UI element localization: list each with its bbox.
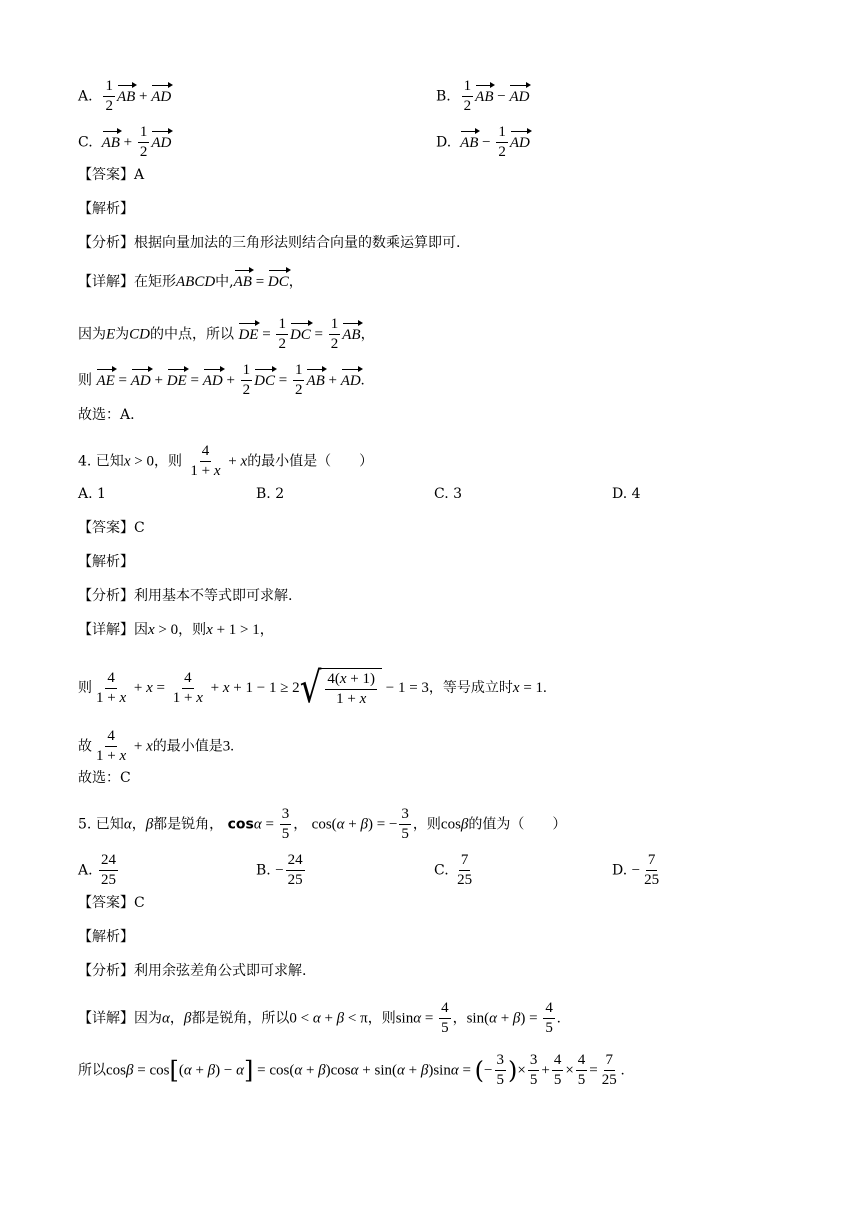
q3-option-c: C. AB + $\frac{1}{2}$ AD: [78, 124, 172, 160]
q4-option-c: C. 3: [434, 486, 463, 502]
q4-min: 故 $\frac{4}{1 + x}$ + x的最小值是3.: [78, 728, 235, 764]
q3-conclusion: 故选：A.: [78, 407, 135, 423]
q4-option-a: A. 1: [78, 486, 106, 502]
q3-line2: 因为E为CD的中点，所以 DE = $\frac{1}{2}$ DC = $\frac{1}{2}$ AB，: [78, 316, 375, 352]
q3-answer: 【答案】A: [78, 167, 145, 183]
q5-xiangjie: 【详解】因为α，β都是锐角，所以0 < α + β < π，则sinα = $\frac{4}{5}$ ，sin(α + β) = $\frac{4}{5}$ .: [78, 1000, 561, 1036]
q5-fenxi: 【分析】利用余弦差角公式即可求解.: [78, 963, 307, 979]
q4-answer: 【答案】C: [78, 520, 145, 536]
q5-option-a: A. $\frac{24}{25}$: [78, 852, 117, 888]
q5-option-b: B. − $\frac{24}{25}$: [256, 852, 303, 888]
q5-analysis-label: 【解析】: [78, 929, 134, 945]
q4-xiangjie: 【详解】因x > 0，则x + 1 > 1，: [78, 622, 274, 638]
q5-option-c: C. $\frac{7}{25}$: [434, 852, 473, 888]
q4-fenxi: 【分析】利用基本不等式即可求解.: [78, 588, 293, 604]
q3-xiangjie: 【详解】在矩形ABCD中,AB = DC，: [78, 274, 303, 290]
q5-stem: 5. 已知α，β都是锐角， cosα = $\frac{3}{5}$ ， cos(α + β) = − $\frac{3}{5}$ ，则cosβ的值为（ ）: [78, 806, 567, 842]
q5-option-d: D. − $\frac{7}{25}$: [612, 852, 660, 888]
q3-option-a: A. $\frac{1}{2}$ AB + AD: [78, 78, 172, 114]
q3-line3: 则 AE = AD + DE = AD + $\frac{1}{2}$ DC = $\frac{1}{2}$ AB + AD.: [78, 362, 365, 398]
q4-derivation: 则 $\frac{4}{1 + x}$ + x = $\frac{4}{1 + x}$ + x + 1 − 1 ≥ 2 √ $\frac{4(x + 1)}{1 + x}$ − 1 = 3，等号成立时x = 1.: [78, 663, 547, 713]
q3-option-b: B. $\frac{1}{2}$ AB − AD: [436, 78, 530, 114]
q3-fenxi: 【分析】根据向量加法的三角形法则结合向量的数乘运算即可.: [78, 235, 461, 251]
q5-answer: 【答案】C: [78, 895, 145, 911]
q4-analysis-label: 【解析】: [78, 554, 134, 570]
q4-option-d: D. 4: [612, 486, 641, 502]
q3-analysis-label: 【解析】: [78, 201, 134, 217]
q4-stem: 4. 已知x > 0，则 $\frac{4}{1 + x}$ + x的最小值是（ ）: [78, 443, 374, 479]
q4-conclusion: 故选：C: [78, 770, 131, 786]
q3-option-d: D. AB − $\frac{1}{2}$ AD: [436, 124, 530, 160]
q5-final: 所以cosβ = cos[(α + β) − α] = cos(α + β)cosα + sin(α + β)sinα = (− $\frac{3}{5}$ )× $\frac{3}{5}$ + $\frac{4}{5}$ × $\frac{4}{5}$ = $\frac{7}{25}$ .: [78, 1052, 625, 1088]
q4-option-b: B. 2: [256, 486, 285, 502]
